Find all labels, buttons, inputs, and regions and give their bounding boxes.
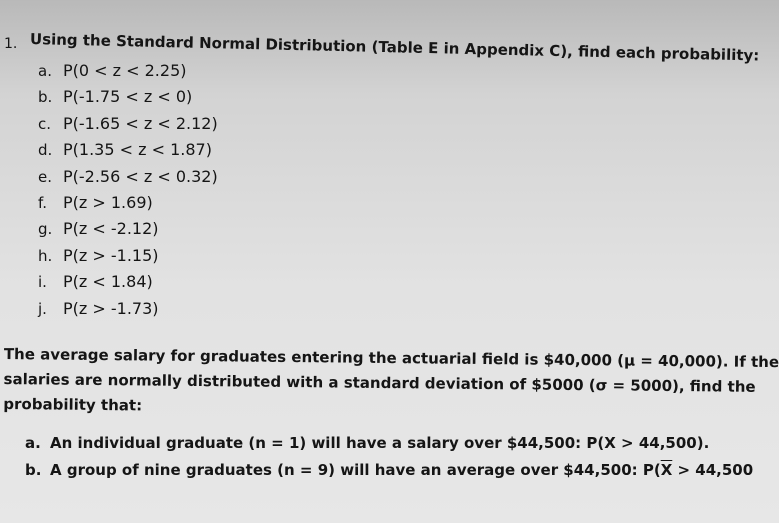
list-item — [38, 190, 218, 216]
item-expression: P(z > -1.15) — [63, 245, 159, 265]
salary-problem-statement — [3, 342, 779, 424]
item-expression: P(z > -1.73) — [63, 298, 159, 318]
sub-question-label: b. — [25, 461, 42, 479]
item-expression: P(-2.56 < z < 0.32) — [63, 166, 218, 186]
statement-line: The average salary for graduates entering the actuarial field is $40,000 (μ = 40,000). If the — [3, 344, 779, 372]
item-label: b. — [38, 88, 53, 107]
statement-line: salaries are normally distributed with a standard deviation of $5000 (σ = 5000), find the — [3, 369, 756, 396]
list-item — [38, 216, 218, 242]
sub-question-text-end: > 44,500 — [672, 461, 754, 479]
item-label: d. — [38, 141, 53, 160]
item-label: c. — [38, 114, 52, 133]
sub-question-a — [25, 434, 709, 452]
probability-list — [38, 58, 218, 322]
item-expression: P(1.35 < z < 1.87) — [63, 140, 212, 160]
item-expression: P(-1.65 < z < 2.12) — [63, 113, 218, 133]
item-expression: P(-1.75 < z < 0) — [63, 87, 193, 107]
item-label: a. — [38, 62, 52, 80]
item-label: h. — [38, 246, 53, 265]
list-item — [38, 269, 218, 295]
item-label: g. — [38, 220, 53, 239]
list-item — [38, 111, 218, 137]
item-label: i. — [38, 273, 47, 292]
list-item — [38, 164, 218, 190]
sub-question-text: A group of nine graduates (n = 9) will have an average over $44,500: P( — [50, 461, 661, 479]
list-item — [38, 243, 218, 269]
statement-line: probability that: — [3, 394, 143, 415]
sub-question-label: a. — [25, 434, 41, 452]
list-item — [38, 84, 218, 110]
sample-mean-symbol: $\overline{X}$ — [660, 461, 673, 479]
problem-title: Using the Standard Normal Distribution (Table E in Appendix C), find each probability: — [29, 30, 760, 65]
list-item — [38, 58, 218, 84]
item-expression: P(0 < z < 2.25) — [63, 61, 187, 80]
sub-question-text: An individual graduate (n = 1) will have a salary over $44,500: P(X > 44,500). — [50, 434, 710, 452]
item-expression: P(z > 1.69) — [63, 192, 153, 212]
problem-number: 1. — [4, 36, 18, 52]
item-expression: P(z < 1.84) — [63, 272, 153, 292]
item-label: e. — [38, 167, 52, 186]
item-label: j. — [38, 299, 47, 318]
sub-question-b — [25, 461, 753, 479]
list-item — [38, 137, 218, 163]
item-expression: P(z < -2.12) — [63, 219, 159, 239]
list-item — [38, 296, 218, 322]
item-label: f. — [38, 193, 47, 212]
